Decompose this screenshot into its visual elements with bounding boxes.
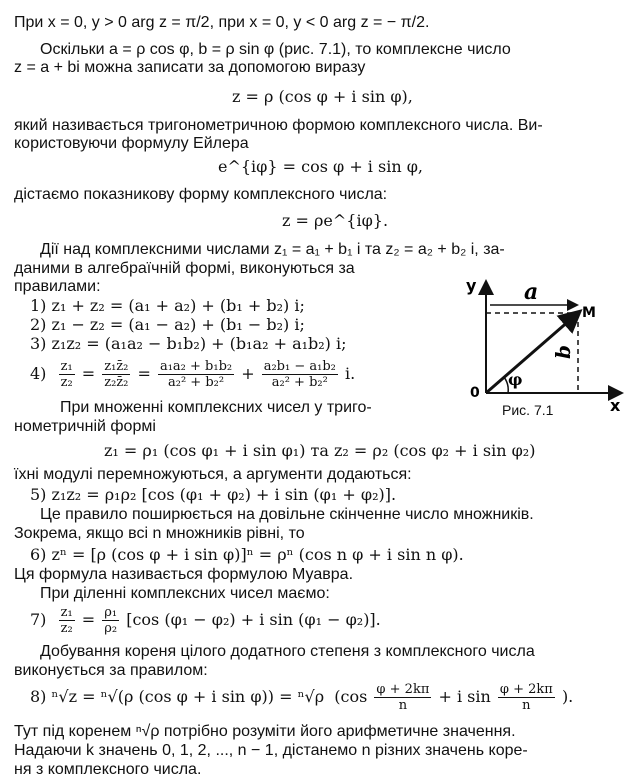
label-a: a	[524, 279, 539, 305]
line-11: правилами:	[14, 278, 101, 295]
line-0: При x = 0, y > 0 arg z = π/2, при x = 0, y < 0 arg z = − π/2.	[14, 14, 430, 31]
rule-8: 8) ⁿ√z = ⁿ√(ρ (cos φ + i sin φ)) = ⁿ√ρ (cos $\frac{\varphi + 2k\pi}{n}$ + i sin $\frac{\varphi + 2k\pi}{n}$ ).	[30, 682, 574, 713]
line-19: їхні модулі перемножуються, а аргументи додаються:	[14, 466, 412, 483]
formula-euler: e^{iφ} = cos φ + i sin φ,	[218, 157, 424, 176]
label-phi: φ	[508, 370, 523, 389]
rule-1: 1) z₁ + z₂ = (a₁ + a₂) + (b₁ + b₂) i;	[30, 296, 305, 315]
rule-7: 7) $\frac{\text{z₁}}{\text{z₂}}$ = $\frac{\text{ρ₁}}{\text{ρ₂}}$ [cos (φ₁ − φ₂) + i sin (φ₁ − φ₂)].	[30, 605, 381, 636]
label-origin: 0	[470, 385, 480, 401]
rule-6: 6) zⁿ = [ρ (cos φ + i sin φ)]ⁿ = ρⁿ (cos n φ + i sin n φ).	[30, 545, 464, 564]
line-2: z = a + bi можна записати за допомогою виразу	[14, 59, 366, 76]
line-9: Дії над комплексними числами z₁ = a₁ + b₁ i та z₂ = a₂ + b₂ i, за-	[40, 241, 505, 258]
line-17: нометричній формі	[14, 418, 156, 435]
rule-5: 5) z₁z₂ = ρ₁ρ₂ [cos (φ₁ + φ₂) + i sin (φ₁ + φ₂)].	[30, 485, 397, 504]
line-24: Ця формула називається формулою Муавра.	[14, 566, 354, 583]
label-y: y	[466, 276, 477, 295]
frac-conj: $\frac{\text{z₁z̄₂}}{\text{z₂z̄₂}}$	[104, 359, 129, 390]
line-28: виконується за правилом:	[14, 662, 208, 679]
line-10: даними в алгебраїчній формі, виконуються за	[14, 260, 355, 277]
line-31: Надаючи k значень 0, 1, 2, ..., n − 1, дістанемо n різних значень коре-	[14, 742, 528, 759]
line-22: Зокрема, якщо всі n множників рівні, то	[14, 525, 305, 542]
line-7: дістаємо показникову форму комплексного числа:	[14, 186, 388, 203]
line-1: Оскільки a = ρ cos φ, b = ρ sin φ (рис. 7.1), то комплексне число	[40, 41, 511, 58]
line-27: Добування кореня цілого додатного степеня з комплексного числа	[40, 643, 535, 660]
rule-4: 4) $\frac{\text{z₁}}{\text{z₂}}$ = $\frac{\text{z₁z̄₂}}{\text{z₂z̄₂}}$ = $\frac{\text{a₁a₂ + b₁b₂}}{\text{a₂² + b₂²}}$ + $\frac{\text{a₂b₁ − a₁b₂}}{\text{a₂² + b₂²}}$ i.	[30, 359, 356, 390]
frac-real: $\frac{\text{a₁a₂ + b₁b₂}}{\text{a₂² + b₂²}}$	[159, 359, 233, 390]
label-b: b	[551, 345, 575, 359]
frac-imag: $\frac{\text{a₂b₁ − a₁b₂}}{\text{a₂² + b₂²}}$	[263, 359, 336, 390]
formula-trig: z = ρ (cos φ + i sin φ),	[232, 87, 413, 106]
rule-3: 3) z₁z₂ = (a₁a₂ − b₁b₂) + (b₁a₂ + a₁b₂) i;	[30, 334, 347, 353]
label-M: M	[582, 305, 596, 321]
line-30: Тут під коренем ⁿ√ρ потрібно розуміти його арифметичне значення.	[14, 723, 516, 740]
rule-2: 2) z₁ − z₂ = (a₁ − a₂) + (b₁ − b₂) i;	[30, 315, 305, 334]
formula-z1-z2-trig: z₁ = ρ₁ (cos φ₁ + i sin φ₁) та z₂ = ρ₂ (cos φ₂ + i sin φ₂)	[104, 441, 536, 460]
line-4: який називається тригонометричною формою комплексного числа. Ви-	[14, 117, 543, 134]
line-32: ня з комплексного числа.	[14, 761, 202, 778]
label-x: x	[610, 396, 621, 415]
line-16: При множенні комплексних чисел у триго-	[60, 399, 372, 416]
figure-caption: Рис. 7.1	[502, 402, 554, 418]
formula-exp: z = ρe^{iφ}.	[282, 211, 389, 230]
line-5: користовуючи формулу Ейлера	[14, 135, 249, 152]
frac-z1-z2: $\frac{\text{z₁}}{\text{z₂}}$	[60, 359, 73, 390]
line-25: При діленні комплексних чисел маємо:	[40, 585, 330, 602]
line-21: Це правило поширюється на довільне скінченне число множників.	[40, 506, 534, 523]
